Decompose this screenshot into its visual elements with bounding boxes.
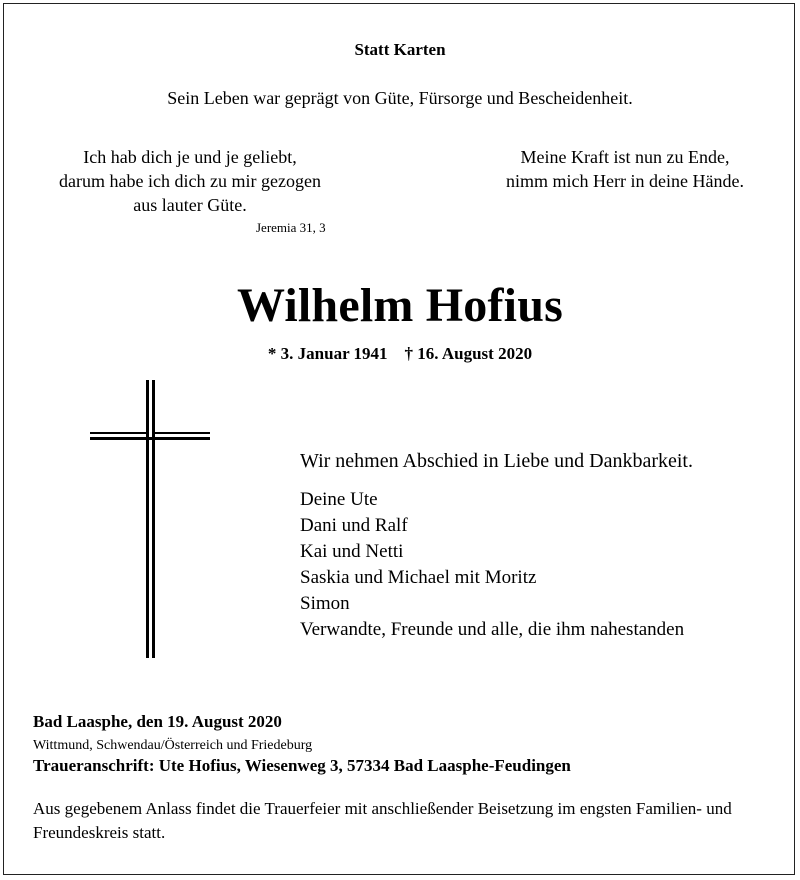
place-date: Bad Laasphe, den 19. August 2020 <box>33 712 282 731</box>
mourner-entry: Saskia und Michael mit Moritz <box>300 567 537 588</box>
motto-line: Sein Leben war geprägt von Güte, Fürsorge und Bescheidenheit. <box>167 88 633 108</box>
cross-icon <box>90 380 210 658</box>
verse-reference: Jeremia 31, 3 <box>256 220 326 235</box>
funeral-notice: Aus gegebenem Anlass findet die Trauerfeier mit anschließender Beisetzung im engsten Familien- und Freundeskreis statt. <box>33 799 732 842</box>
mourning-address: Traueranschrift: Ute Hofius, Wiesenweg 3, 57334 Bad Laasphe-Feudingen <box>33 756 571 775</box>
farewell-line: Wir nehmen Abschied in Liebe und Dankbarkeit. <box>300 450 693 472</box>
verse-right-line: nimm mich Herr in deine Hände. <box>506 171 744 191</box>
verse-left-line: aus lauter Güte. <box>133 195 247 215</box>
mourner-entry: Dani und Ralf <box>300 515 408 536</box>
towns-line: Wittmund, Schwendau/Österreich und Friedeburg <box>33 738 313 753</box>
life-dates <box>0 344 800 364</box>
mourner-entry: Kai und Netti <box>300 541 404 562</box>
verse-left <box>20 145 360 217</box>
verse-left-line: darum habe ich dich zu mir gezogen <box>59 171 321 191</box>
statt-karten-heading: Statt Karten <box>354 40 446 59</box>
life-dates-text: * 3. Januar 1941 † 16. August 2020 <box>267 344 533 363</box>
mourner-entry: Deine Ute <box>300 489 378 510</box>
verse-left-line: Ich hab dich je und je geliebt, <box>83 147 297 167</box>
mourners-list <box>300 487 684 643</box>
mourner-entry: Simon <box>300 593 350 614</box>
verse-right-line: Meine Kraft ist nun zu Ende, <box>520 147 730 167</box>
verse-right <box>460 145 790 193</box>
deceased-name: Wilhelm Hofius <box>237 279 563 332</box>
mourner-entry: Verwandte, Freunde und alle, die ihm nahestanden <box>300 619 685 640</box>
